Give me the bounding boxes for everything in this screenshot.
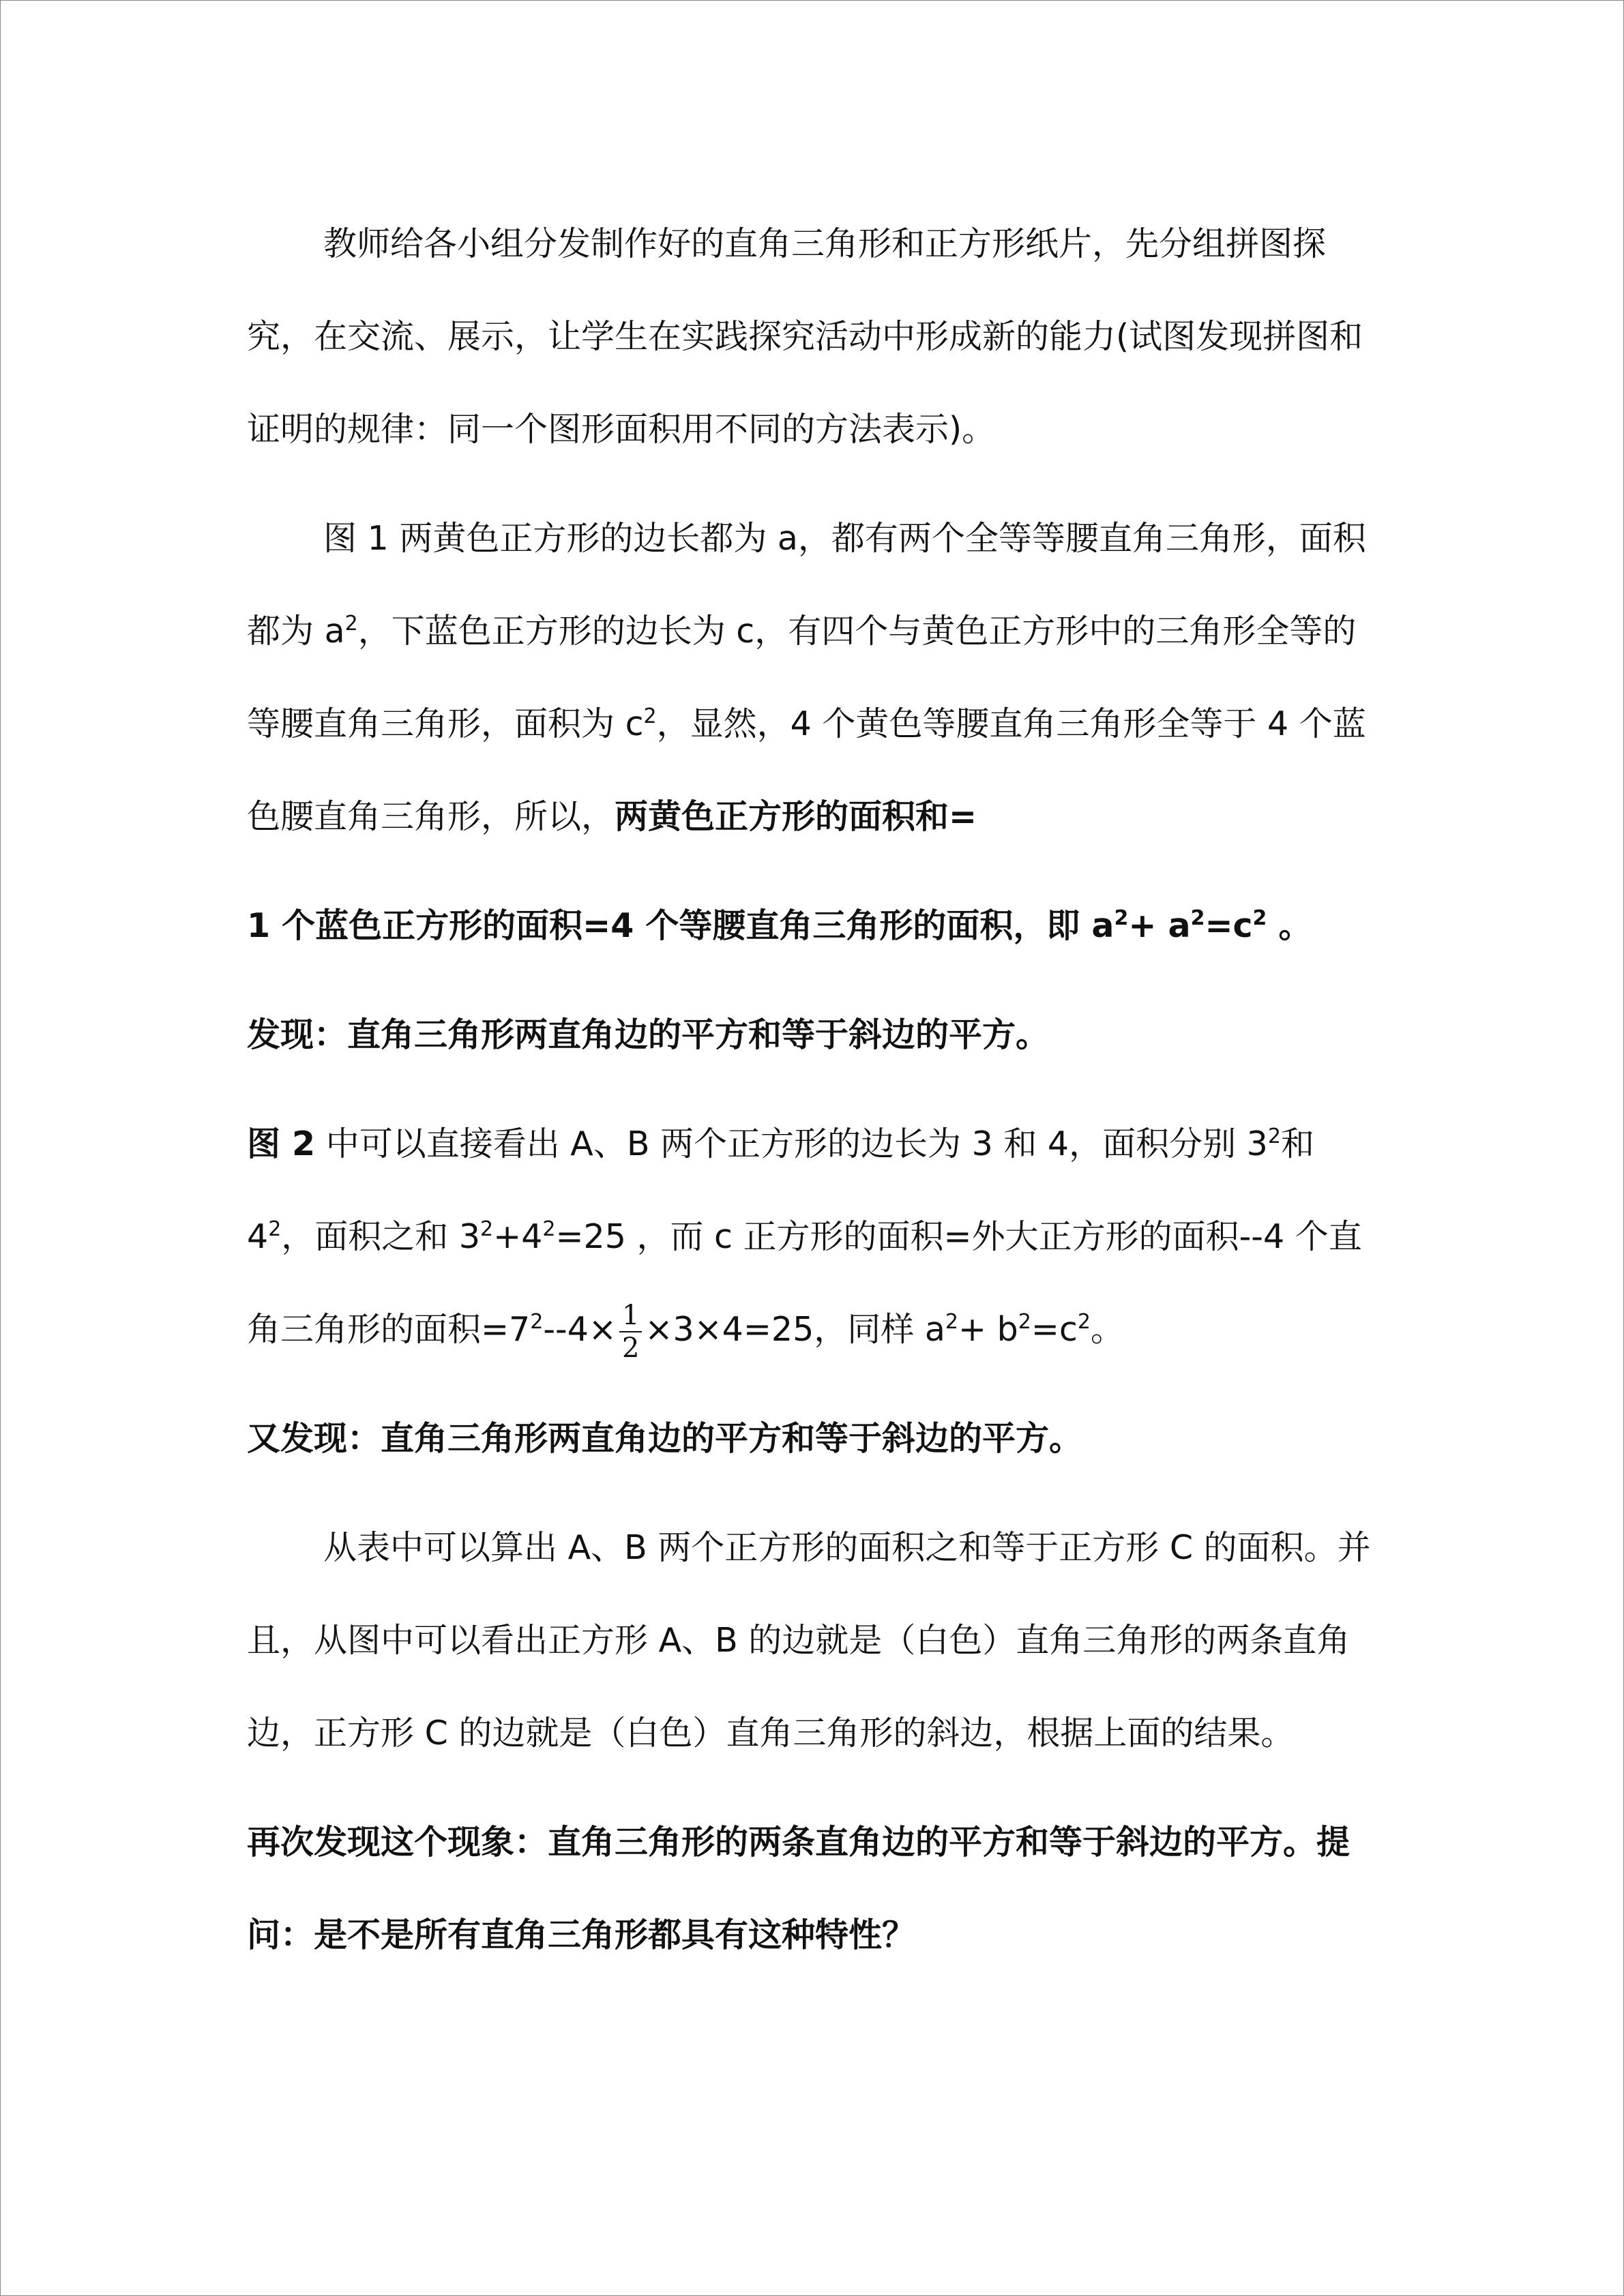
paragraph-equation: 1 个蓝色正方形的面积=4 个等腰直角三角形的面积，即 $a^2+ a^2=c^2$ 。 <box>247 906 1312 945</box>
paragraph-table: 从表中可以算出 A、B 两个正方形的面积之和等于正方形 C 的面积。并且，从图中可以看出正方形 A、B 的边就是（白色）直角三角形的两条直角边，正方形 C 的边就是（白色）直角三角形的斜边，根据上面的结果。 <box>247 1528 1371 1753</box>
document-body <box>247 198 1379 1982</box>
paragraph-discovery-again: 又发现：直角三角形两直角边的平方和等于斜边的平方。 <box>247 1419 1083 1458</box>
fraction-one-half: $\frac{1}{2}$ <box>619 1300 642 1364</box>
paragraph-activity: 教师给各小组分发制作好的直角三角形和正方形纸片，先分组拼图探究，在交流、展示，让学生在实践探究活动中形成新的能力(试图发现拼图和证明的规律：同一个图形面积用不同的方法表示)。 <box>247 224 1363 449</box>
paragraph-figure1: 图 1 两黄色正方形的边长都为 a，都有两个全等等腰直角三角形，面积都为 $a^2$，下蓝色正方形的边长为 c，有四个与黄色正方形中的三角形全等的等腰直角三角形，面积为 $c^2$，显然，4 个黄色等腰直角三角形全等于 4 个蓝色腰直角三角形，所以，两黄色正方形的面积和= <box>247 519 1366 836</box>
paragraph-discovery: 发现：直角三角形两直角边的平方和等于斜边的平方。 <box>247 1015 1050 1054</box>
paragraph-figure2: 图 2 中可以直接看出 A、B 两个正方形的边长为 3 和 4，面积分别 $3^2$和 $4^2$，面积之和 $3^2+4^2=25$ ，而 c 正方形的面积=外大正方形的面积--4 个直角三角形的面积$=7^2--4\times$ $\frac{1}{2}$ ×3×4=25，同样 $a^2+ b^2=c^2$。 <box>247 1124 1362 1364</box>
paragraph-question: 再次发现这个现象：直角三角形的两条直角边的平方和等于斜边的平方。提问：是不是所有直角三角形都具有这种特性？ <box>247 1823 1350 1954</box>
